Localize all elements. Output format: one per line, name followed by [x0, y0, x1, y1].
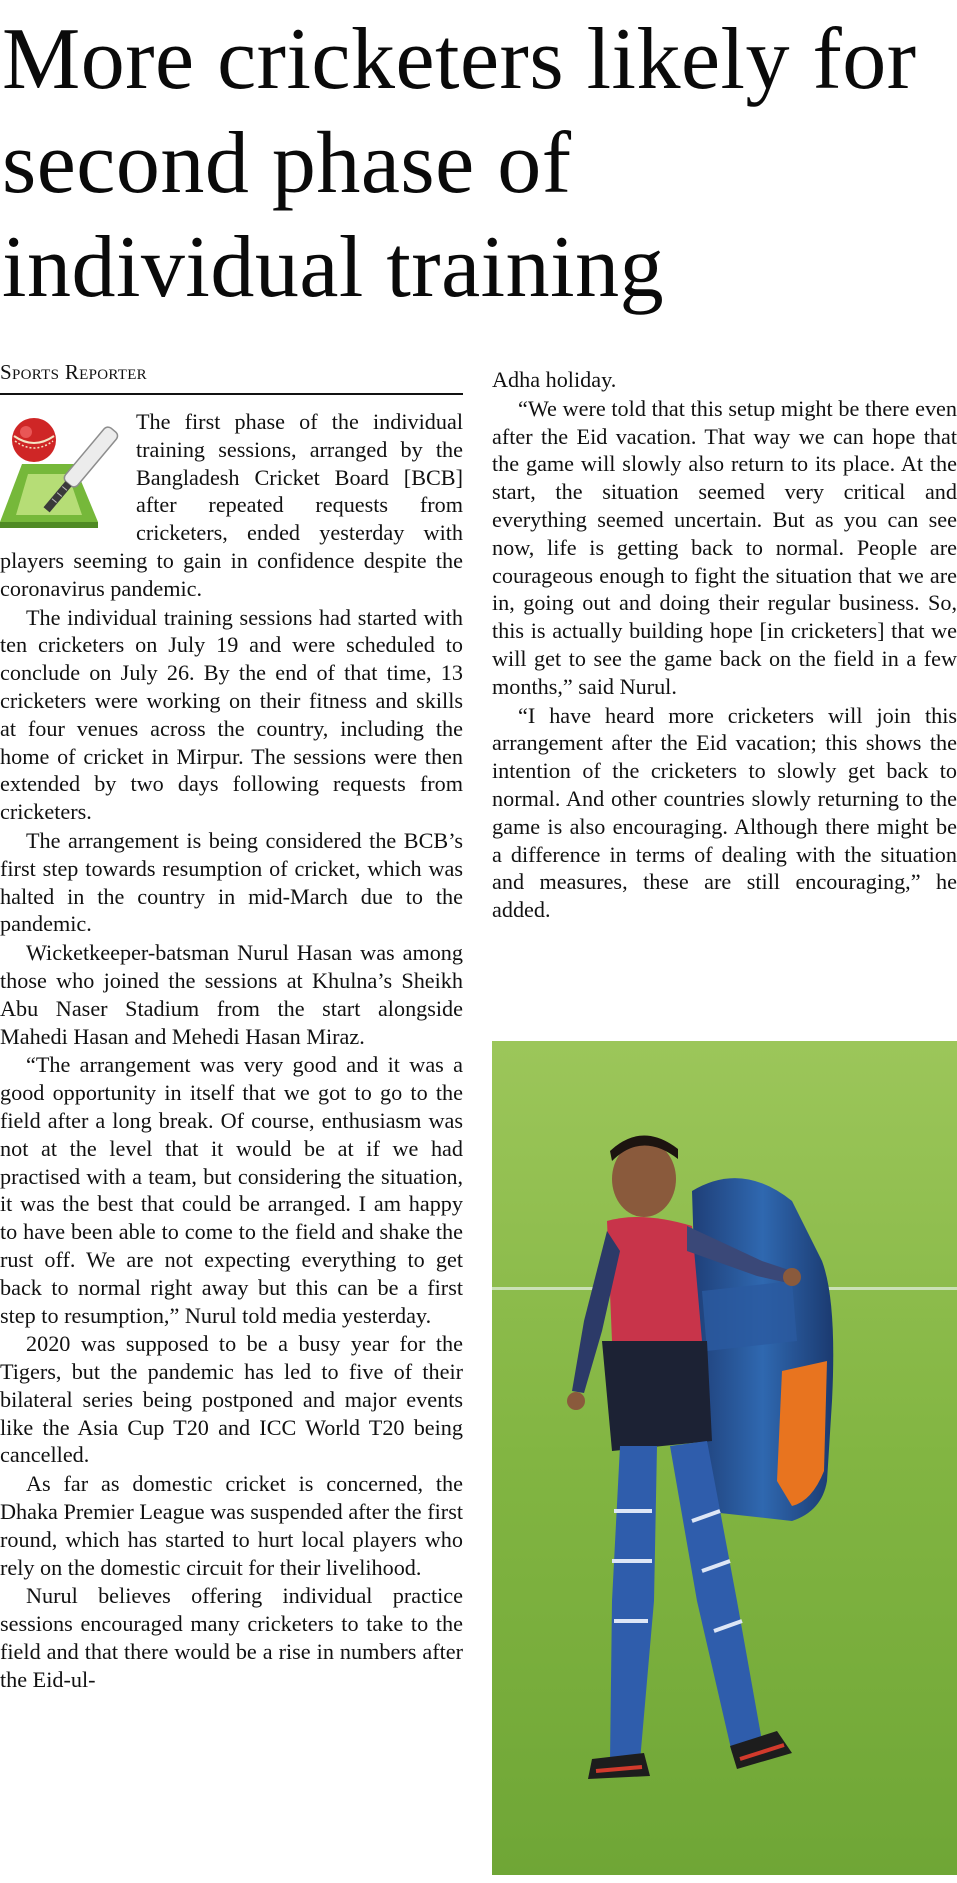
paragraph: The individual training sessions had started with ten cricketers on July 19 and were scheduled to conclude on July 26. By the end of that time, 13 cricketers were working on their fitness and skills at four venues across the country, including the home of cricket in Mirpur. The sessions were then extended by two days following requests from cricketers.: [0, 604, 463, 825]
article-column-right: [492, 366, 957, 925]
article-column-left: [0, 408, 463, 1695]
cricket-ball-bat-icon: [0, 410, 128, 532]
paragraph: Adha holiday.: [492, 367, 617, 392]
paragraph: “The arrangement was very good and it was a good opportunity in itself that we got to go to the field after a long break. Of course, enthusiasm was not at the level that it would be at if we had practised with a team, but considering the situation, it was the best that could be arranged. I am happy to have been able to come to the field and shake the rust off. We are not expecting everything to get back to normal right away but this can be a first step to resumption,” Nurul told media yesterday.: [0, 1052, 463, 1328]
paragraph: 2020 was supposed to be a busy year for the Tigers, but the pandemic has led to five of their bilateral series being postponed and major events like the Asia Cup T20 and ICC World T20 being cancelled.: [0, 1331, 463, 1468]
paragraph: The arrangement is being considered the BCB’s first step towards resumption of cricket, which was halted in the country in mid-March due to the pandemic.: [0, 827, 463, 937]
paragraph: “I have heard more cricketers will join this arrangement after the Eid vacation; this shows the intention of the cricketers to slowly get back to normal. And other countries slowly returning to the game is also encouraging. Although there might be a difference in terms of dealing with the situation and measures, these are still encouraging,” he added.: [492, 702, 957, 923]
paragraph: “We were told that this setup might be there even after the Eid vacation. That way we can hope that the game will slowly also return to its place. At the start, the situation seemed very critical and everything seemed uncertain. But as you can see now, life is getting back to normal. People are courageous enough to fight the situation that we are in, going out and doing their regular business. So, this is actually building hope [in cricketers] that we will get to see the game back on the field in a few months,” said Nurul.: [492, 395, 957, 699]
paragraph: Wicketkeeper-batsman Nurul Hasan was among those who joined the sessions at Khulna’s Sheikh Abu Naser Stadium from the start alongside Mahedi Hasan and Mehedi Hasan Miraz.: [0, 940, 463, 1049]
headline: More cricketers likely for second phase of individual training: [2, 11, 917, 316]
paragraph: The first phase of the individual training sessions, arranged by the Bangladesh Cricket Board [BCB] after repeated requests from cricketers, ended yesterday with players seeming to gain in confidence despite the coronavirus pandemic.: [0, 409, 463, 601]
paragraph: As far as domestic cricket is concerned, the Dhaka Premier League was suspended after the first round, which has started to hurt local players who rely on the domestic circuit for their livelihood.: [0, 1471, 463, 1580]
byline: Sports Reporter: [0, 360, 463, 395]
paragraph: Nurul believes offering individual practice sessions encouraged many cricketers to take to the field and that there would be a rise in numbers after the Eid-ul-: [0, 1583, 463, 1692]
cricketer-carrying-kitbag-photo: [492, 1041, 957, 1875]
